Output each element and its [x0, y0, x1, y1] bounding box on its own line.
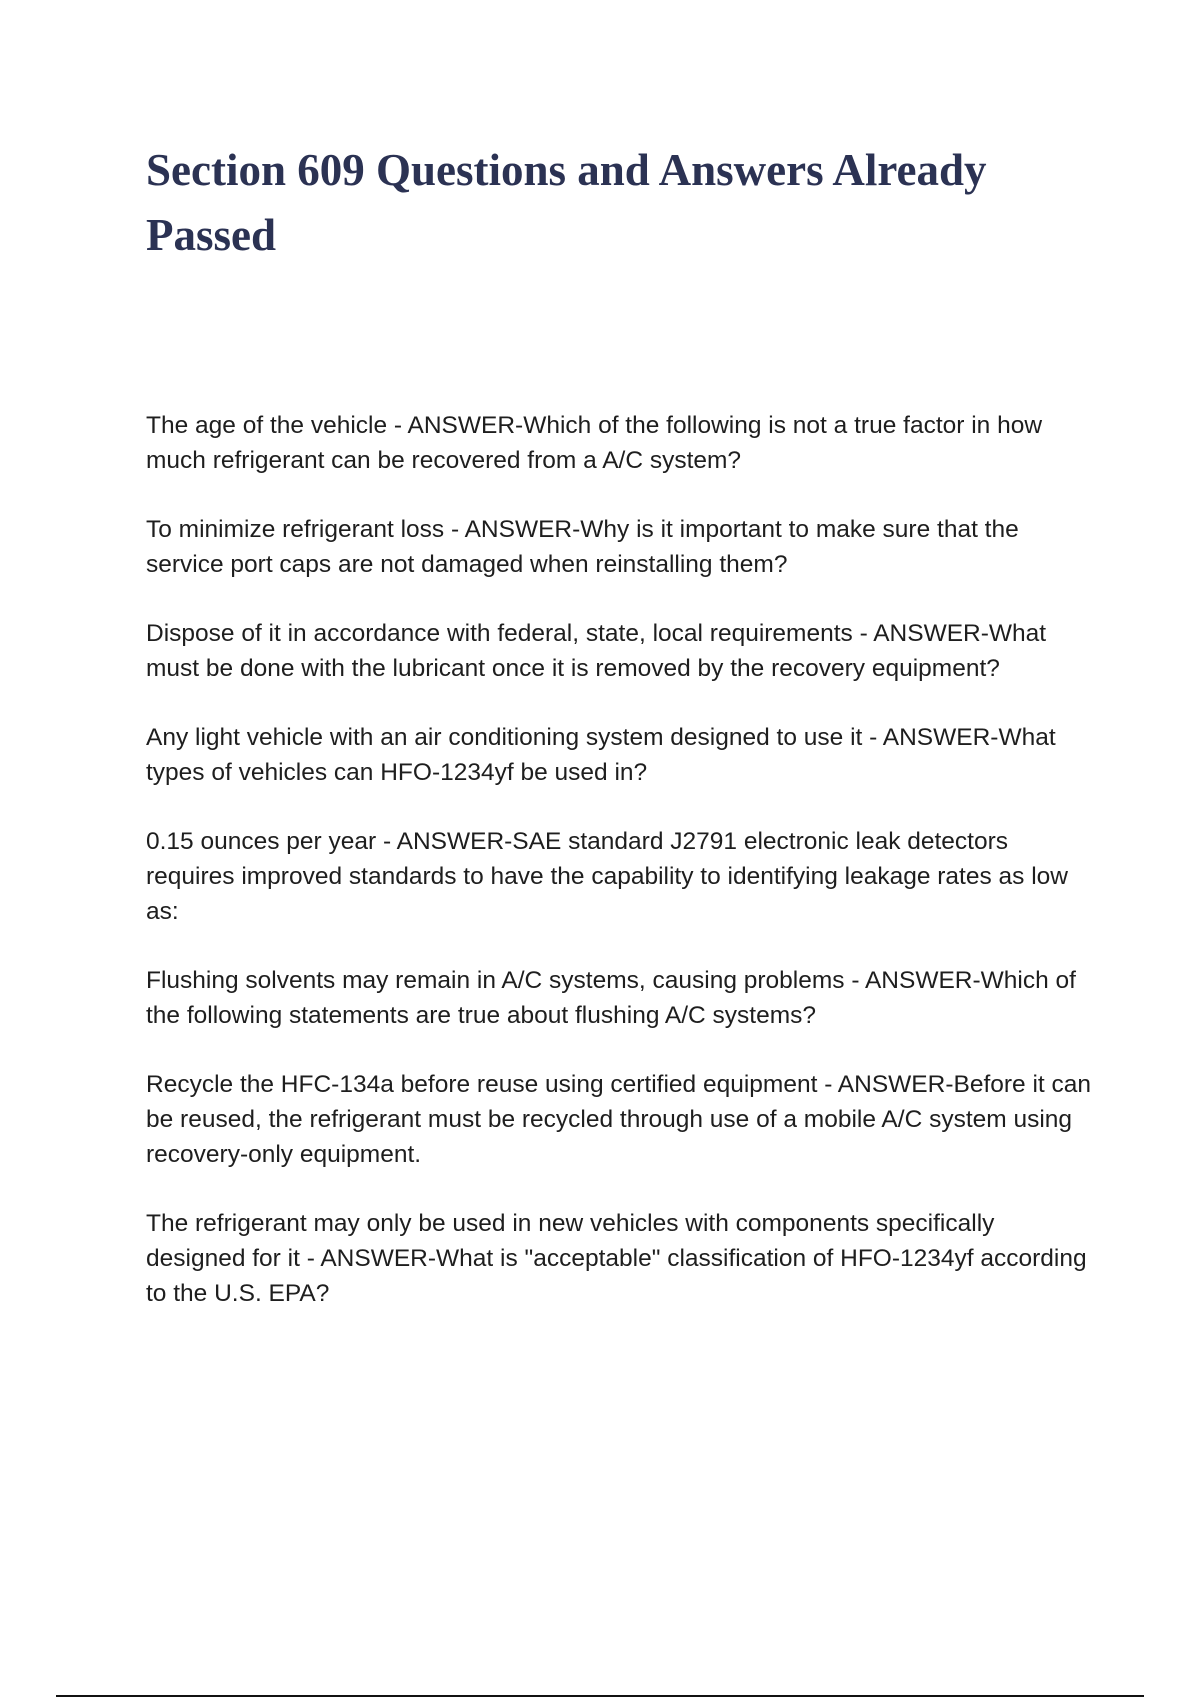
qa-item: 0.15 ounces per year - ANSWER-SAE standard J2791 electronic leak detectors requires improved standards to have the capability to identifying leakage rates as low as: [146, 828, 1068, 925]
footer-divider [56, 1695, 1144, 1697]
qa-item: Flushing solvents may remain in A/C systems, causing problems - ANSWER-Which of the following statements are true about flushing A/C systems? [146, 967, 1076, 1029]
qa-item: The refrigerant may only be used in new vehicles with components specifically designed for it - ANSWER-What is "acceptable" classification of HFO-1234yf according to the U.S. EPA? [146, 1210, 1087, 1307]
qa-item: To minimize refrigerant loss - ANSWER-Why is it important to make sure that the service port caps are not damaged when reinstalling them? [146, 516, 1019, 578]
qa-list [146, 408, 1096, 1345]
page-title: Section 609 Questions and Answers Already Passed [146, 145, 987, 260]
qa-item: The age of the vehicle - ANSWER-Which of the following is not a true factor in how much refrigerant can be recovered from a A/C system? [146, 412, 1043, 474]
qa-item: Any light vehicle with an air conditioning system designed to use it - ANSWER-What types of vehicles can HFO-1234yf be used in? [146, 724, 1056, 786]
qa-item: Dispose of it in accordance with federal, state, local requirements - ANSWER-What must be done with the lubricant once it is removed by the recovery equipment? [146, 620, 1047, 682]
qa-item: Recycle the HFC-134a before reuse using certified equipment - ANSWER-Before it can be reused, the refrigerant must be recycled through use of a mobile A/C system using recovery-only equipment. [146, 1071, 1092, 1168]
